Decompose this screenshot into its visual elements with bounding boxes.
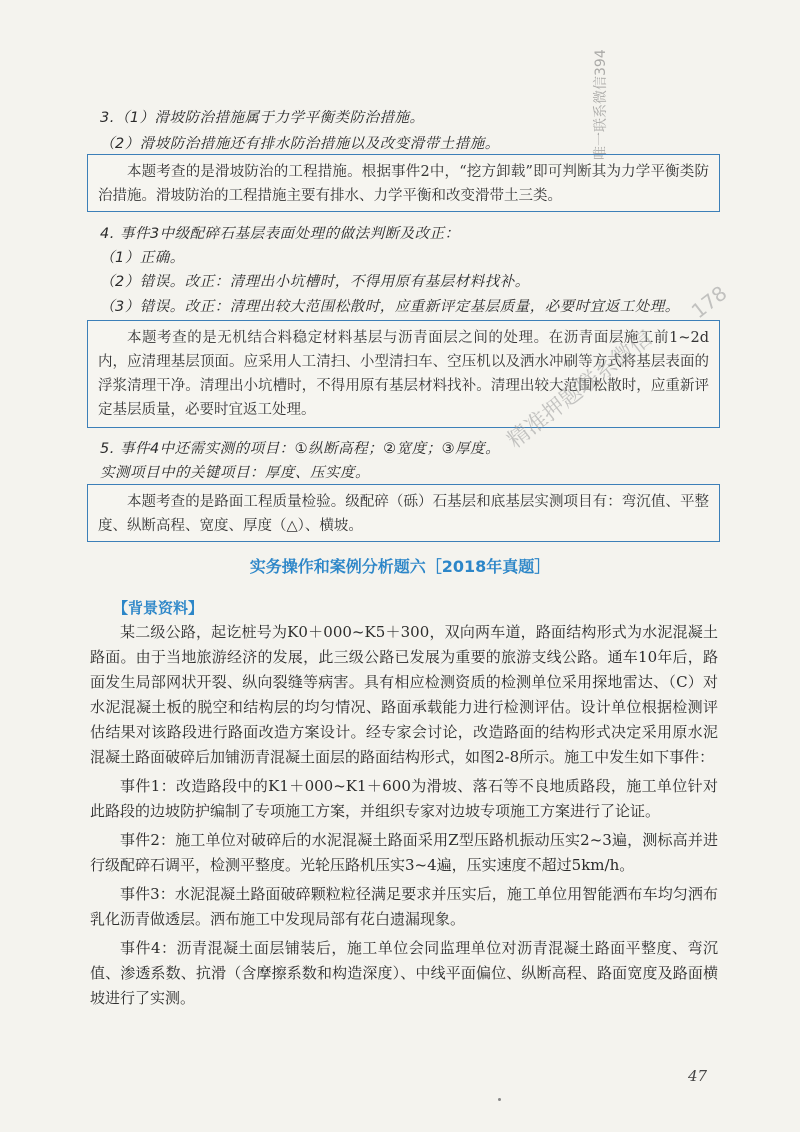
watermark-diagonal: 精准押题联系微信 — [503, 325, 658, 454]
answer-3-line-1: 3.（1）滑坡防治措施属于力学平衡类防治措施。 — [100, 110, 425, 126]
answer-5-line-2: 实测项目中的关键项目：厚度、压实度。 — [100, 465, 370, 481]
explanation-text-1: 本题考查的是滑坡防治的工程措施。根据事件2中，“挖方卸载”即可判断其为力学平衡类防治措施。滑坡防治的工程措施主要有排水、力学平衡和改变滑带土三类。 — [98, 164, 709, 204]
background-tag: 【背景资料】 — [113, 599, 204, 617]
watermark-vertical: 唯一联系微信394 — [593, 49, 609, 160]
case-paragraph-event-2: 事件2：施工单位对破碎后的水泥混凝土路面采用Z型压路机振动压实2~3遍，测标高并进行级配碎石调平，检测平整度。光轮压路机压实3~4遍，压实速度不超过5km/h。 — [90, 831, 718, 874]
case-body — [90, 620, 718, 1015]
answer-3-line-2: （2）滑坡防治措施还有排水防治措施以及改变滑带土措施。 — [100, 136, 500, 152]
answer-4-item-1: （1）正确。 — [100, 250, 185, 266]
explanation-box-2 — [87, 320, 720, 428]
scan-speck — [498, 1098, 501, 1101]
explanation-text-3: 本题考查的是路面工程质量检验。级配碎（砾）石基层和底基层实测项目有：弯沉值、平整度、纵断高程、宽度、厚度（△）、横坡。 — [98, 494, 709, 534]
case-paragraph-event-3: 事件3：水泥混凝土路面破碎颗粒粒径满足要求并压实后，施工单位用智能洒布车均匀洒布乳化沥青做透层。洒布施工中发现局部有花白遗漏现象。 — [90, 885, 718, 928]
section-title: 实务操作和案例分析题六［2018年真题］ — [249, 557, 551, 576]
watermark-number: 178 — [686, 280, 732, 324]
answer-4-item-3: （3）错误。改正：清理出较大范围松散时，应重新评定基层质量，必要时宜返工处理。 — [100, 299, 680, 315]
explanation-text-2: 本题考查的是无机结合料稳定材料基层与沥青面层之间的处理。在沥青面层施工前1~2d内，应清理基层顶面。应采用人工清扫、小型清扫车、空压机以及洒水冲刷等方式将基层表面的浮浆清理干净。清理出小坑槽时，不得用原有基层材料找补。清理出较大范围松散时，应重新评定基层质量，必要时宜返工处理。 — [98, 330, 709, 418]
case-paragraph-event-4: 事件4：沥青混凝土面层铺装后，施工单位会同监理单位对沥青混凝土路面平整度、弯沉值、渗透系数、抗滑（含摩擦系数和构造深度）、中线平面偏位、纵断高程、路面宽度及路面横坡进行了实测。 — [90, 939, 718, 1007]
case-paragraph-1: 某二级公路，起讫桩号为K0＋000~K5＋300，双向两车道，路面结构形式为水泥混凝土路面。由于当地旅游经济的发展，此三级公路已发展为重要的旅游支线公路。通车10年后，路面发生局部网状开裂、纵向裂缝等病害。具有相应检测资质的检测单位采用探地雷达、（C）对水泥混凝土板的脱空和结构层的均匀情况、路面承载能力进行检测评估。设计单位根据检测评估结果对该路段进行路面改造方案设计。经专家会讨论，改造路面的结构形式决定采用原水泥混凝土路面破碎后加铺沥青混凝土面层的路面结构形式，如图2-8所示。施工中发生如下事件： — [90, 623, 718, 766]
explanation-box-1 — [87, 154, 720, 212]
explanation-box-3 — [87, 484, 720, 542]
answer-4-item-2: （2）错误。改正：清理出小坑槽时，不得用原有基层材料找补。 — [100, 274, 530, 290]
case-paragraph-event-1: 事件1：改造路段中的K1＋000~K1＋600为滑坡、落石等不良地质路段，施工单位针对此路段的边坡防护编制了专项施工方案，并组织专家对边坡专项施工方案进行了论证。 — [90, 777, 718, 820]
page-number: 47 — [688, 1067, 708, 1085]
answer-4-heading: 4. 事件3中级配碎石基层表面处理的做法判断及改正： — [100, 226, 460, 242]
answer-5-line-1: 5. 事件4中还需实测的项目：①纵断高程；②宽度；③厚度。 — [100, 441, 501, 457]
